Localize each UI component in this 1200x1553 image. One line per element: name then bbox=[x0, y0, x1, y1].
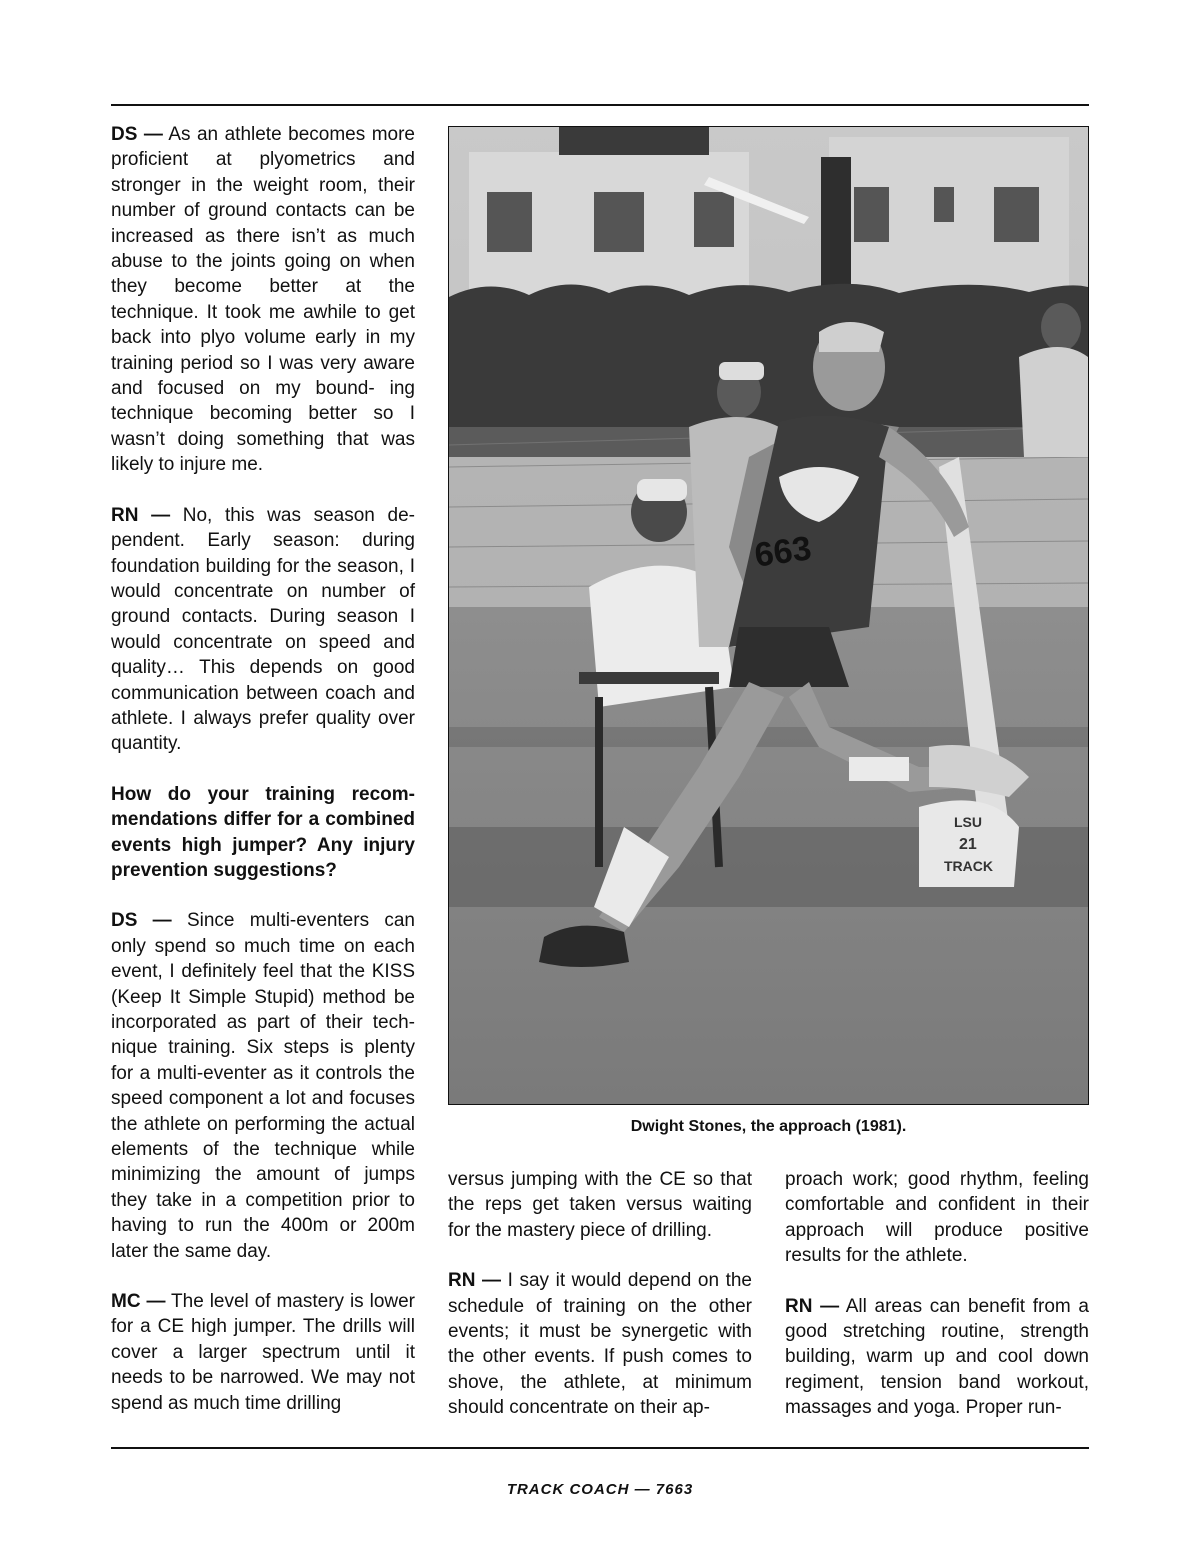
speaker-label: MC — bbox=[111, 1291, 166, 1313]
paragraph-text: Since multi-eventers can only spend so much time on each event, I definitely feel that the KISS (Keep It Simple Stupid) method be incorporated as part of their tech- nique training. Six steps is plenty for a multi-eventer as it controls the speed component a lot and focuses the athlete on performing the actual elements of the technique while minimizing the amount of jumps they take in a competition prior to having to run the 400m or 200m later the same day. bbox=[111, 910, 415, 1262]
paragraph-continued: versus jumping with the CE so that the reps get taken versus waiting for the mastery piece of drilling. bbox=[448, 1169, 752, 1241]
paragraph-continued: proach work; good rhythm, feeling comfortable and confident in their approach will produce positive results for the athlete. bbox=[785, 1169, 1089, 1267]
paragraph-text: No, this was season de- pendent. Early season: during foundation building for the season, I would concentrate on number of ground contacts. During season I would concentrate on speed and quality… This depends on good communication between coach and athlete. I always prefer quality over quantity. bbox=[111, 504, 415, 755]
athlete-photo bbox=[448, 126, 1089, 1105]
paragraph-text: All areas can benefit from a good stretching routine, strength building, warm up and cool down regiment, tension band workout, massages and yoga. Proper run- bbox=[785, 1295, 1089, 1419]
column-left bbox=[111, 122, 415, 1416]
bag-label-1: LSU bbox=[954, 814, 982, 830]
page-footer: TRACK COACH — 7663 bbox=[506, 1481, 694, 1498]
paragraph-mc-mastery bbox=[111, 1289, 415, 1416]
paragraph-rn-schedule bbox=[448, 1268, 752, 1420]
photo-caption: Dwight Stones, the approach (1981). bbox=[630, 1118, 907, 1135]
photo-illustration bbox=[449, 127, 1088, 1104]
column-right bbox=[785, 1167, 1089, 1421]
paragraph-rn-stretching bbox=[785, 1294, 1089, 1421]
paragraph-text: As an athlete becomes more proficient at plyometrics and stronger in the weight room, their number of ground contacts can be increased as there isn’t as much abuse to the joints going on when they become better at the technique. It took me awhile to get back into plyo volume early in my training period so I was very aware and focused on my bound- ing technique becoming better so I wasn’t doing something that was likely to injure me. bbox=[111, 124, 415, 476]
paragraph-ds-multi-eventers bbox=[111, 908, 415, 1264]
speaker-label: DS — bbox=[111, 124, 163, 145]
paragraph-text: The level of mastery is lower for a CE high jumper. The drills will cover a larger spectrum until it needs to be narrowed. We may not spend as much time drilling bbox=[111, 1291, 415, 1414]
bottom-rule bbox=[111, 1447, 1089, 1449]
paragraph-ds-plyometrics bbox=[111, 122, 415, 478]
speaker-label: RN — bbox=[785, 1295, 840, 1317]
bib-number: 663 bbox=[752, 529, 814, 575]
speaker-label: DS — bbox=[111, 910, 172, 932]
bag-label-2: 21 bbox=[959, 836, 977, 853]
interview-question: How do your training recom- mendations differ for a combined events high jumper? Any injury prevention suggestions? bbox=[111, 783, 415, 881]
bag-label-3: TRACK bbox=[944, 858, 993, 874]
speaker-label: RN — bbox=[448, 1270, 502, 1292]
speaker-label: RN — bbox=[111, 504, 171, 526]
column-middle bbox=[448, 1167, 752, 1421]
top-rule bbox=[111, 104, 1089, 106]
paragraph-rn-season bbox=[111, 503, 415, 757]
paragraph-text: I say it would depend on the schedule of training on the other events; it must be synergetic with the other events. If push comes to shove, the athlete, at minimum should concentrate on their ap- bbox=[448, 1270, 752, 1419]
